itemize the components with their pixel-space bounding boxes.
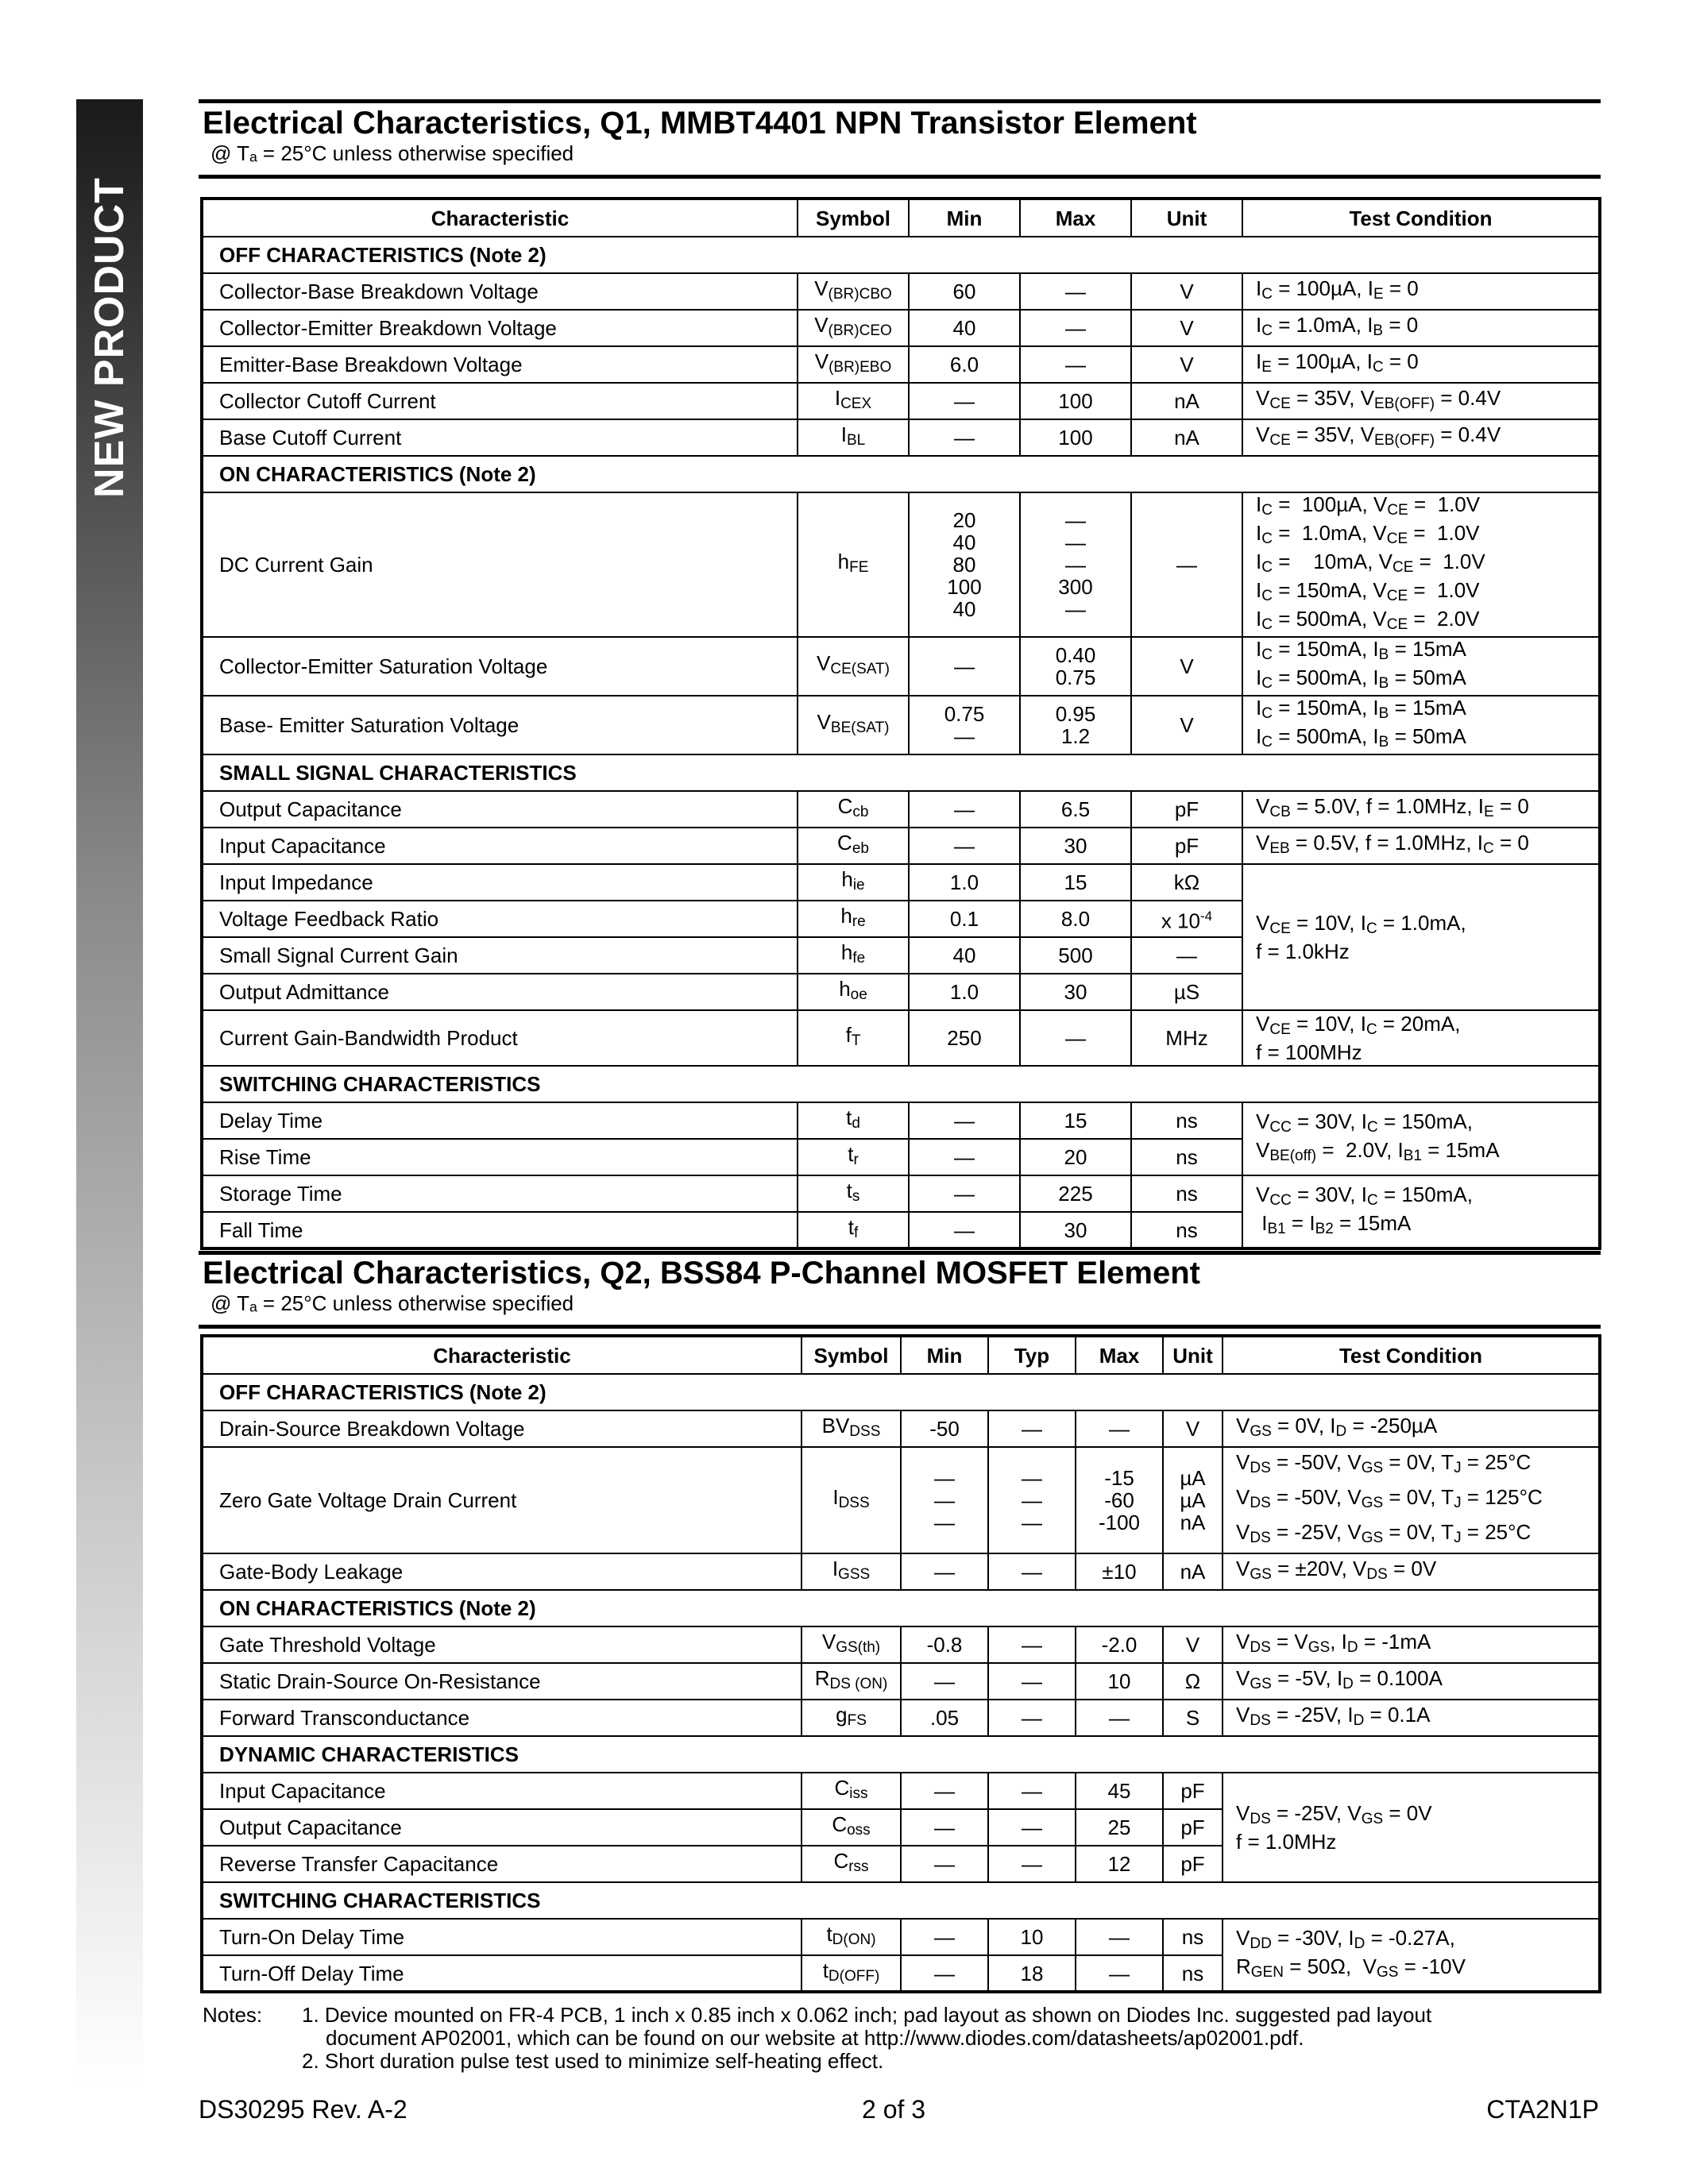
- table-row: Collector Cutoff Current $I_{CEX}$ — 100 nA $V_{CE} = 35V$, $V_{EB(OFF)} = 0.4V$: [202, 383, 1600, 419]
- table-row: Base Cutoff Current $I_{BL}$ — 100 nA $V_{CE} = 35V$, $V_{EB(OFF)} = 0.4V$: [202, 419, 1600, 456]
- table-row: Input Capacitance $C_{eb}$ — 30 pF $V_{EB} = 0.5V$, f = 1.0MHz, $I_C = 0$: [202, 828, 1600, 864]
- table-row: Storage Time $t_s$ — 225 ns $V_{CC} = 30V$, $I_C = 150mA$, $I_{B1} = I_{B2} = 15mA$: [202, 1175, 1600, 1212]
- col-min: Min: [909, 199, 1020, 237]
- col-test-condition: Test Condition: [1223, 1336, 1600, 1374]
- section-heading: ON CHARACTERISTICS (Note 2): [202, 1590, 1600, 1626]
- col-characteristic: Characteristic: [202, 199, 798, 237]
- section-heading: SWITCHING CHARACTERISTICS: [202, 1066, 1600, 1102]
- table-header-row: [202, 199, 1600, 237]
- section2-rule: [199, 1325, 1601, 1329]
- table-row: Output Admittance $h_{oe}$ 1.0 30 µS: [202, 974, 1600, 1010]
- table-header-row: [202, 1336, 1600, 1374]
- note-1-line-2: document AP02001, which can be found on our website at http://www.diodes.com/datasheets/ap02001.pdf.: [326, 2026, 1304, 2050]
- col-symbol: Symbol: [802, 1336, 901, 1374]
- table-row: Current Gain-Bandwidth Product $f_T$ 250 — MHz $V_{CE} = 10V$, $I_C = 20mA$, f = 100MHz: [202, 1010, 1600, 1066]
- table-row: Collector-Base Breakdown Voltage $V_{(BR)CBO}$ 60 — V $I_C = 100\mu A$, $I_E = 0$: [202, 273, 1600, 310]
- table-row: Small Signal Current Gain $h_{fe}$ 40 500 —: [202, 937, 1600, 974]
- section-heading: SMALL SIGNAL CHARACTERISTICS: [202, 754, 1600, 791]
- col-symbol: Symbol: [798, 199, 909, 237]
- footer-page-number: 2 of 3: [862, 2095, 926, 2124]
- top-rule: [199, 99, 1601, 103]
- table-row: Turn-Off Delay Time $t_{D(OFF)}$ — 18 — ns: [202, 1955, 1600, 1992]
- section2-title: Electrical Characteristics, Q2, BSS84 P-Channel MOSFET Element: [203, 1256, 1200, 1291]
- col-unit: Unit: [1163, 1336, 1223, 1374]
- new-product-label: NEW PRODUCT: [87, 177, 133, 498]
- notes-label: Notes:: [203, 2003, 263, 2027]
- note-1-line-1: 1. Device mounted on FR-4 PCB, 1 inch x 0.85 inch x 0.062 inch; pad layout as shown on Diodes Inc. suggested pad layout: [302, 2003, 1432, 2027]
- section1-title: Electrical Characteristics, Q1, MMBT4401 NPN Transistor Element: [203, 106, 1197, 141]
- col-unit: Unit: [1131, 199, 1242, 237]
- table-row: Fall Time $t_f$ — 30 ns: [202, 1212, 1600, 1248]
- table-row: Reverse Transfer Capacitance $C_{rss}$ — — 12 pF: [202, 1846, 1600, 1882]
- table-row: Drain-Source Breakdown Voltage $BV_{DSS}$ -50 — — V $V_{GS} = 0V$, $I_D = -250\mu A$: [202, 1410, 1600, 1447]
- table-row: Rise Time $t_r$ — 20 ns: [202, 1139, 1600, 1175]
- col-test-condition: Test Condition: [1242, 199, 1600, 237]
- section2-subtitle: @ Tₐ = 25°C unless otherwise specified: [211, 1291, 574, 1315]
- section1-rule: [199, 175, 1601, 179]
- table-row: Collector-Emitter Saturation Voltage $V_{CE(SAT)}$ — 0.40 0.75 V $I_C = 150mA$, $I_B = 15mA$ $I_C = 500mA$, $I_B = 50mA$: [202, 637, 1600, 696]
- section-heading: DYNAMIC CHARACTERISTICS: [202, 1736, 1600, 1773]
- table-row: Input Impedance $h_{ie}$ 1.0 15 kΩ $V_{CE} = 10V$, $I_C = 1.0mA$, f = 1.0kHz: [202, 864, 1600, 901]
- footer-doc-id: DS30295 Rev. A-2: [199, 2095, 408, 2124]
- q2-characteristics-table: [200, 1334, 1601, 1993]
- col-max: Max: [1076, 1336, 1163, 1374]
- table-row: Turn-On Delay Time $t_{D(ON)}$ — 10 — ns $V_{DD} = -30V$, $I_D = -0.27A$, $R_{GEN} = 50\Omega$, $V_{GS} = -10V$: [202, 1919, 1600, 1955]
- q1-characteristics-table: [200, 197, 1601, 1250]
- note-2: 2. Short duration pulse test used to minimize self-heating effect.: [302, 2049, 884, 2073]
- table-row: Gate-Body Leakage $I_{GSS}$ — — ±10 nA $V_{GS} = \pm 20V$, $V_{DS} = 0V$: [202, 1553, 1600, 1590]
- table-row: Collector-Emitter Breakdown Voltage $V_{(BR)CEO}$ 40 — V $I_C = 1.0mA$, $I_B = 0$: [202, 310, 1600, 346]
- table-row: Static Drain-Source On-Resistance $R_{DS (ON)}$ — — 10 Ω $V_{GS} = -5V$, $I_D = 0.100A$: [202, 1663, 1600, 1700]
- section-heading: ON CHARACTERISTICS (Note 2): [202, 456, 1600, 492]
- section-heading: SWITCHING CHARACTERISTICS: [202, 1882, 1600, 1919]
- col-characteristic: Characteristic: [202, 1336, 802, 1374]
- section2-top-rule: [199, 1251, 1601, 1255]
- col-typ: Typ: [988, 1336, 1076, 1374]
- section-heading: OFF CHARACTERISTICS (Note 2): [202, 237, 1600, 273]
- table-row: Input Capacitance $C_{iss}$ — — 45 pF $V_{DS} = -25V$, $V_{GS} = 0V$ f = 1.0MHz: [202, 1773, 1600, 1809]
- table-row: Gate Threshold Voltage $V_{GS(th)}$ -0.8 — -2.0 V $V_{DS} = V_{GS}$, $I_D = -1mA$: [202, 1626, 1600, 1663]
- footer-part-number: CTA2N1P: [1486, 2095, 1599, 2124]
- table-row: Delay Time $t_d$ — 15 ns $V_{CC} = 30V$, $I_C = 150mA$, $V_{BE(off)} = 2.0V$, $I_{B1} = 15mA$: [202, 1102, 1600, 1139]
- section1-subtitle: @ Tₐ = 25°C unless otherwise specified: [211, 141, 574, 165]
- table-row: Output Capacitance $C_{cb}$ — 6.5 pF $V_{CB} = 5.0V$, f = 1.0MHz, $I_E = 0$: [202, 791, 1600, 828]
- col-min: Min: [901, 1336, 988, 1374]
- col-max: Max: [1020, 199, 1131, 237]
- table-row: Voltage Feedback Ratio $h_{re}$ 0.1 8.0 x $10^{-4}$: [202, 901, 1600, 937]
- table-row: DC Current Gain $h_{FE}$ 20 40 80 100 40 — — — 300 — — $I_C = 100\mu A$, $V_{CE} = 1.0V$ $I_C = 1.0mA$, $V_{CE} = 1.0V$ $I_C$ = 10mA, $V_{CE} = 1.0V$ $I_C = 150mA$, $V_{CE} = 1.0V$ $I_C = 500mA$, $V_{CE} = 2.0V$: [202, 492, 1600, 637]
- table-row: Emitter-Base Breakdown Voltage $V_{(BR)EBO}$ 6.0 — V $I_E = 100\mu A$, $I_C = 0$: [202, 346, 1600, 383]
- section-heading: OFF CHARACTERISTICS (Note 2): [202, 1374, 1600, 1410]
- table-row: Zero Gate Voltage Drain Current $I_{DSS}$ — — — — — — -15 -60 -100 µA µA nA $V_{DS} = -50V$, $V_{GS} = 0V$, $T_J = 25^\circ C$ $V_{DS} = -50V$, $V_{GS} = 0V$, $T_J = 125^\circ C$ $V_{DS} = -25V$, $V_{GS} = 0V$, $T_J = 25^\circ C$: [202, 1447, 1600, 1553]
- table-row: Base- Emitter Saturation Voltage $V_{BE(SAT)}$ 0.75 — 0.95 1.2 V $I_C = 150mA$, $I_B = 15mA$ $I_C = 500mA$, $I_B = 50mA$: [202, 696, 1600, 754]
- table-row: Forward Transconductance $g_{FS}$ .05 — — S $V_{DS} = -25V$, $I_D = 0.1A$: [202, 1700, 1600, 1736]
- table-row: Output Capacitance $C_{oss}$ — — 25 pF: [202, 1809, 1600, 1846]
